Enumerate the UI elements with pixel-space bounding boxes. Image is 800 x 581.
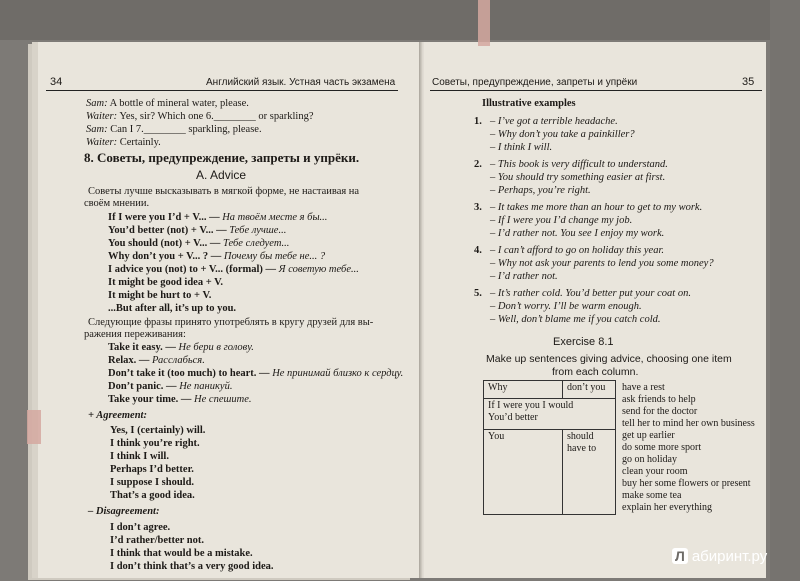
example-line: – If I were you I’d change my job. <box>490 215 633 226</box>
example-line: – I’d rather not. <box>490 271 558 282</box>
dialogue-line: Sam: A bottle of mineral water, please. <box>86 98 249 109</box>
page-number-right: 35 <box>742 76 755 88</box>
agreement-item: Perhaps I’d better. <box>110 464 194 475</box>
comfort-phrase: Take it easy. — Не бери в голову. <box>108 342 254 353</box>
example-line: – I’ve got a terrible headache. <box>490 116 618 127</box>
example-line: – It’s rather cold. You’d better put your coat on. <box>490 288 691 299</box>
intro-text: своём мнении. <box>84 198 150 209</box>
exercise-title: Exercise 8.1 <box>553 336 614 348</box>
advice-phrase: If I were you I’d + V... — На твоём месте я бы... <box>108 212 328 223</box>
comfort-phrase: Relax. — Расслабься. <box>108 355 205 366</box>
advice-phrase: You’d better (not) + V... — Тебе лучше... <box>108 225 287 236</box>
advice-phrase: It might be hurt to + V. <box>108 290 212 301</box>
subheading-advice: A. Advice <box>196 168 247 182</box>
advice-phrase: Why don’t you + V... ? — Почему бы тебе не... ? <box>108 251 326 262</box>
example-number: 3. <box>474 202 482 213</box>
intro-text: Следующие фразы принято употреблять в кругу друзей для вы- <box>88 317 374 328</box>
disagreement-item: I don’t think that’s a very good idea. <box>110 561 274 572</box>
exercise-instructions: from each column. <box>552 366 639 378</box>
dialogue-line: Waiter: Certainly. <box>86 137 161 148</box>
advice-phrase: You should (not) + V... — Тебе следует... <box>108 238 290 249</box>
advice-phrase: It might be good idea + V. <box>108 277 223 288</box>
example-line: – You should try something easier at first. <box>490 172 666 183</box>
advice-phrase: ...But after all, it’s up to you. <box>108 303 237 314</box>
example-line: – I can’t afford to go on holiday this year. <box>490 245 665 256</box>
example-line: – I think I will. <box>490 142 553 153</box>
bookmark-tab <box>478 0 490 46</box>
example-line: – Why not ask your parents to lend you some money? <box>490 258 714 269</box>
intro-text: Советы лучше высказывать в мягкой форме, не настаивая на <box>88 186 360 197</box>
table-cell: should have to <box>563 430 616 515</box>
example-line: – I’d rather not. You see I enjoy my work. <box>490 228 665 239</box>
table-cell: Why <box>484 381 563 399</box>
example-line: – Why don’t you take a painkiller? <box>490 129 635 140</box>
agreement-item: I think you’re right. <box>110 438 200 449</box>
intro-text: ражения переживания: <box>84 329 186 340</box>
agreement-item: Yes, I (certainly) will. <box>110 425 206 436</box>
example-line: – It takes me more than an hour to get to my work. <box>490 202 703 213</box>
example-line: – This book is very difficult to understand. <box>490 159 668 170</box>
table-cell: If I were you I would You’d better <box>484 398 616 430</box>
example-number: 5. <box>474 288 482 299</box>
running-title-left: Английский язык. Устная часть экзамена <box>206 77 396 88</box>
bookmark-tab <box>27 410 41 444</box>
disagreement-item: I think that would be a mistake. <box>110 548 253 559</box>
exercise-table <box>483 380 776 515</box>
header-rule-left <box>46 90 398 91</box>
page-number-left: 34 <box>50 76 63 88</box>
disagreement-label: – Disagreement: <box>88 506 160 517</box>
table-cell: You <box>484 430 563 515</box>
comfort-phrase: Don’t panic. — Не паникуй. <box>108 381 233 392</box>
agreement-label: + Agreement: <box>88 410 147 421</box>
left-page <box>38 42 420 578</box>
section-heading: 8. Советы, предупреждение, запреты и упрёки. <box>84 150 360 165</box>
advice-phrase: I advice you (not) to + V... (formal) — Я советую тебе... <box>108 264 359 275</box>
examples-title: Illustrative examples <box>482 98 576 109</box>
table-cell: don’t you <box>563 381 616 399</box>
example-number: 2. <box>474 159 482 170</box>
disagreement-item: I’d rather/better not. <box>110 535 204 546</box>
agreement-item: That’s a good idea. <box>110 490 195 501</box>
example-line: – Don’t worry. I’ll be warm enough. <box>490 301 642 312</box>
agreement-item: I suppose I should. <box>110 477 195 488</box>
header-rule-right <box>430 90 762 91</box>
example-number: 1. <box>474 116 482 127</box>
background-top <box>0 0 800 40</box>
dialogue-line: Sam: Can I 7.________ sparkling, please. <box>86 124 262 135</box>
comfort-phrase: Take your time. — Не спешите. <box>108 394 252 405</box>
running-title-right: Советы, предупреждение, запреты и упрёки <box>432 77 638 88</box>
comfort-phrase: Don’t take it (too much) to heart. — Не принимай близко к сердцу. <box>108 368 404 379</box>
dialogue-line: Waiter: Yes, sir? Which one 6.________ or sparkling? <box>86 111 314 122</box>
example-line: – Well, don’t blame me if you catch cold. <box>490 314 661 325</box>
table-cell-verbs: have a rest ask friends to help send for the doctor tell her to mind her own business get up earlier do some more sport go on holiday clean your room buy her some flowers or present make some tea explain her everything <box>622 381 755 513</box>
example-number: 4. <box>474 245 482 256</box>
agreement-item: I think I will. <box>110 451 169 462</box>
watermark-logo: Л абиринт.ру <box>672 548 767 565</box>
disagreement-item: I don’t agree. <box>110 522 171 533</box>
exercise-instructions: Make up sentences giving advice, choosing one item <box>486 353 732 365</box>
example-line: – Perhaps, you’re right. <box>490 185 591 196</box>
